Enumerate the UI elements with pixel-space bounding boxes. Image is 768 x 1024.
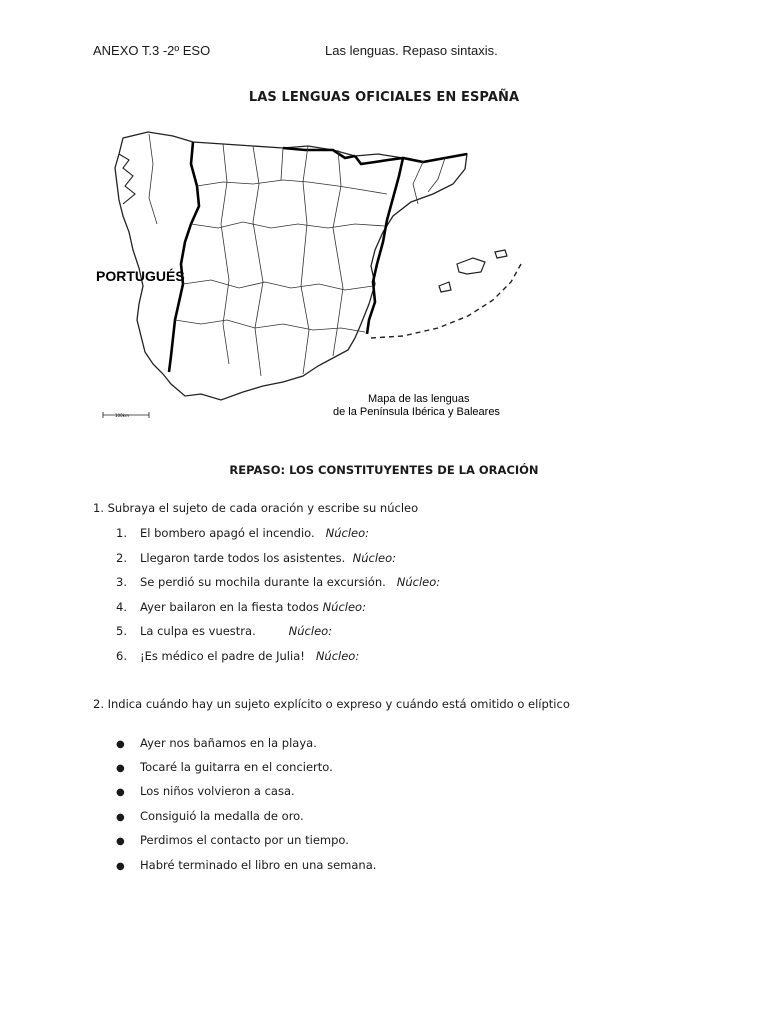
exercise2-item: ● Tocaré la guitarra en el concierto. — [116, 760, 333, 774]
header-topic: Las lenguas. Repaso sintaxis. — [325, 43, 498, 58]
section-subtitle: REPASO: LOS CONSTITUYENTES DE LA ORACIÓN — [229, 463, 539, 477]
exercise1-item: 4. Ayer bailaron en la fiesta todos Núcleo: — [116, 600, 366, 614]
bullet-icon: ● — [116, 739, 125, 750]
exercise2-item: ● Los niños volvieron a casa. — [116, 784, 295, 798]
catalan-border — [367, 158, 403, 334]
exercise1-item: 1. El bombero apagó el incendio. Núcleo: — [116, 526, 370, 540]
portugal-border — [169, 142, 199, 372]
exercise1-item: 5. La culpa es vuestra. Núcleo: — [116, 624, 333, 638]
bullet-icon: ● — [116, 861, 125, 872]
exercise2-prompt: 2. Indica cuándo hay un sujeto explícito o expreso y cuándo está omitido o elíptico — [93, 697, 570, 711]
header-course: ANEXO T.3 -2º ESO — [93, 43, 211, 58]
exercise1-prompt: 1. Subraya el sujeto de cada oración y escribe su núcleo — [93, 501, 419, 515]
scale-label: 100km — [115, 413, 129, 418]
exercise2-item: ● Consiguió la medalla de oro. — [116, 809, 304, 823]
exercise1-item: 2. Llegaron tarde todos los asistentes. Núcleo: — [116, 551, 397, 565]
iberia-languages-map — [93, 124, 523, 424]
exercise2-item: ● Perdimos el contacto por un tiempo. — [116, 833, 349, 847]
map-caption-line2: de la Península Ibérica y Baleares — [333, 406, 500, 418]
exercise2-item: ● Habré terminado el libro en una semana. — [116, 858, 377, 872]
bullet-icon: ● — [116, 812, 125, 823]
bullet-icon: ● — [116, 763, 125, 774]
bullet-icon: ● — [116, 787, 125, 798]
map-caption-line1: Mapa de las lenguas — [368, 393, 470, 405]
exercise2-item: ● Ayer nos bañamos en la playa. — [116, 736, 317, 750]
page-title: LAS LENGUAS OFICIALES EN ESPAÑA — [248, 90, 520, 105]
balearic-islands — [439, 250, 507, 292]
exercise1-item: 6. ¡Es médico el padre de Julia! Núcleo: — [116, 649, 360, 663]
exercise1-item: 3. Se perdió su mochila durante la excursión. Núcleo: — [116, 575, 441, 589]
label-portugues: PORTUGUÉS — [96, 268, 185, 284]
peninsula-outline — [115, 132, 467, 400]
bullet-icon: ● — [116, 836, 125, 847]
